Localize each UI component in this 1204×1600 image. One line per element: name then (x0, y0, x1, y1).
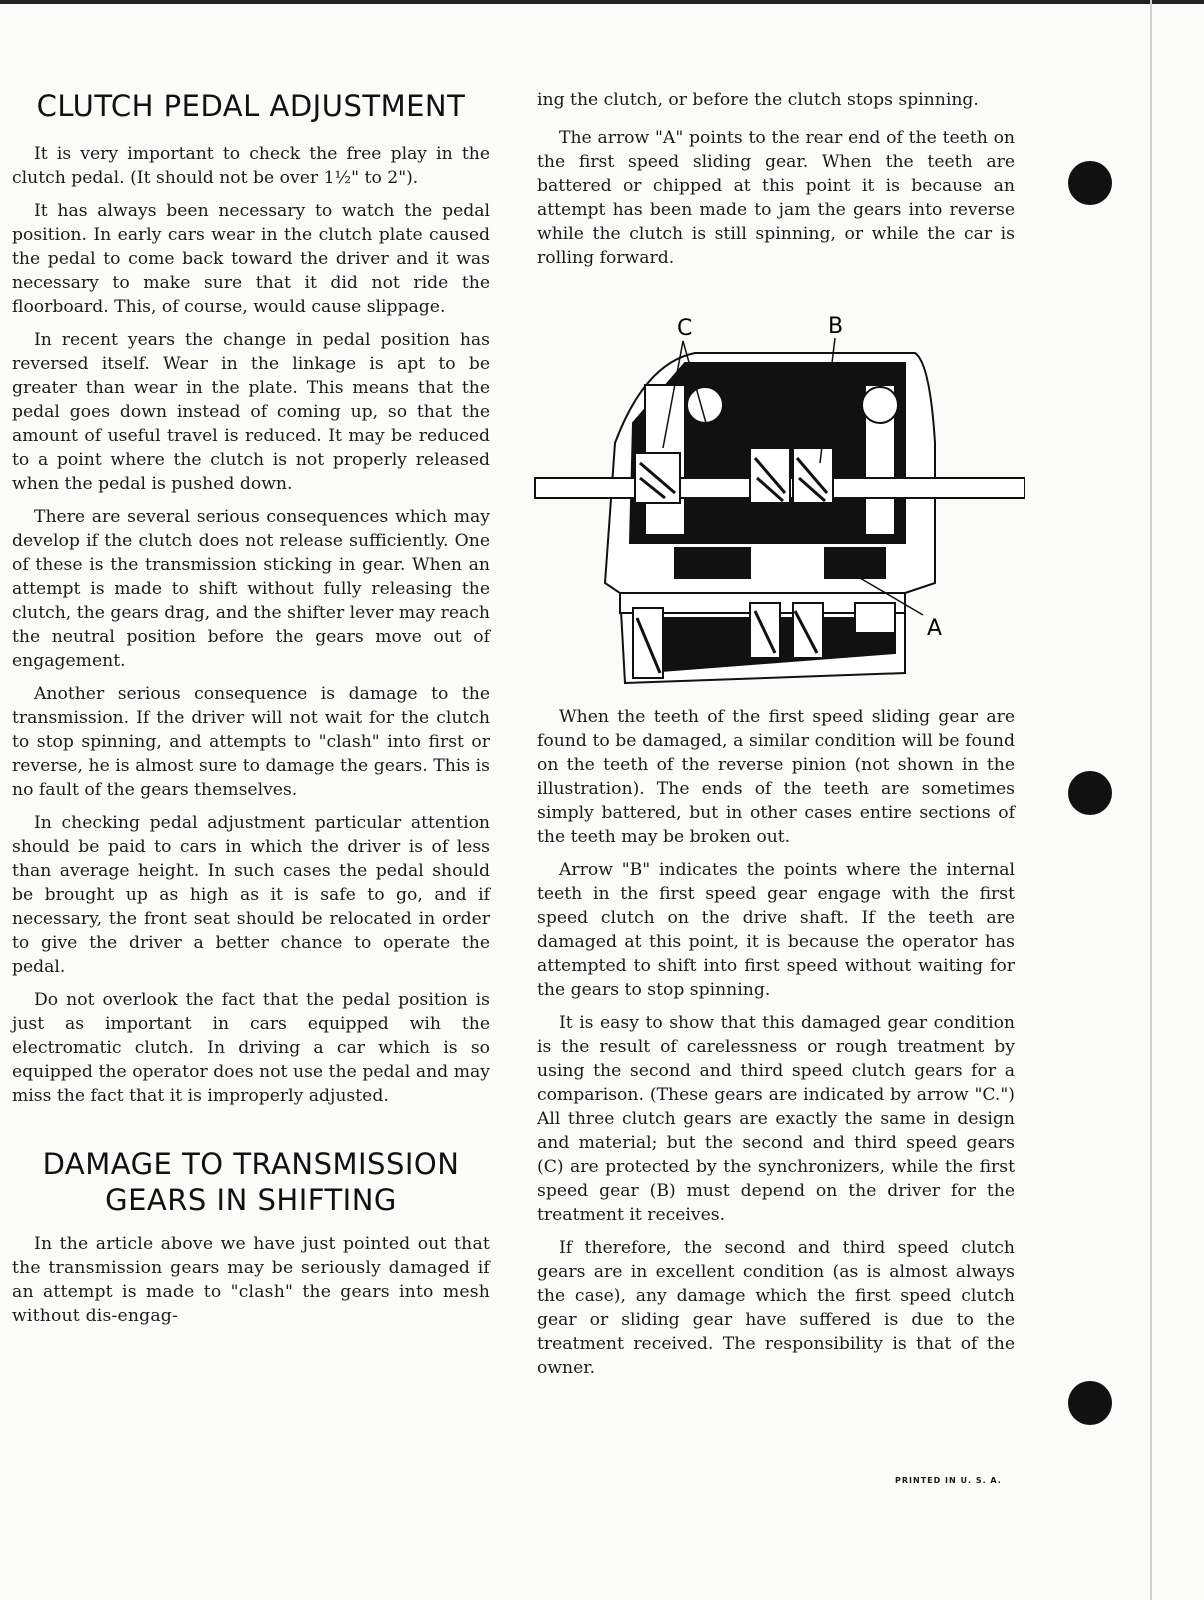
paragraph-continued: ing the clutch, or before the clutch stops spinning. (537, 90, 979, 110)
paragraph: In recent years the change in pedal position has reversed itself. Wear in the linkage is apt to be greater than wear in the plate. This means that the pedal goes down instead of coming up, so that the amount of useful travel is reduced. It may be reduced to a point where the clutch is not properly released when the pedal is pushed down. (12, 330, 490, 494)
paragraph: The arrow "A" points to the rear end of the teeth on the first speed sliding gear. When the teeth are battered or chipped at this point it is because an attempt has been made to jam the gears into reverse while the clutch is still spinning, or while the car is rolling forward. (537, 128, 1015, 268)
section-title-clutch-pedal: CLUTCH PEDAL ADJUSTMENT (36, 89, 466, 123)
scan-right-edge (1150, 0, 1152, 1600)
paragraph: In the article above we have just pointed out that the transmission gears may be seriously damaged if an attempt is made to "clash" the gears into mesh without dis-engag- (12, 1234, 490, 1326)
punch-hole (1068, 161, 1112, 205)
paragraph: When the teeth of the first speed sliding gear are found to be damaged, a similar condition will be found on the teeth of the reverse pinion (not shown in the illustration). The ends of the teeth are sometimes simply battered, but in other cases entire sections of the teeth may be broken out. (537, 707, 1015, 847)
paragraph: Arrow "B" indicates the points where the internal teeth in the first speed gear engage with the first speed clutch on the drive shaft. If the teeth are damaged at this point, it is because the operator has attempted to shift into first speed without waiting for the gears to stop spinning. (537, 860, 1015, 1000)
paragraph: It is very important to check the free play in the clutch pedal. (It should not be over 1½" to 2"). (12, 144, 490, 188)
punch-hole (1068, 771, 1112, 815)
punch-hole (1068, 1381, 1112, 1425)
scan-top-edge (0, 0, 1204, 4)
paragraph: Another serious consequence is damage to the transmission. If the driver will not wait for the clutch to stop spinning, and attempts to "clash" into first or reverse, he is almost sure to damage the gears. This is no fault of the gears themselves. (12, 684, 490, 800)
paragraph: It has always been necessary to watch the pedal position. In early cars wear in the clutch plate caused the pedal to come back toward the driver and it was necessary to make sure that it did not ride the floorboard. This, of course, would cause slippage. (12, 201, 490, 317)
printed-in-footer: PRINTED IN U. S. A. (895, 1476, 1002, 1485)
left-column (12, 88, 490, 1337)
paragraph: If therefore, the second and third speed clutch gears are in excellent condition (as is almost always the case), any damage which the first speed clutch gear or sliding gear have suffered is due to the treatment received. The responsibility is that of the owner. (537, 1238, 1015, 1378)
section-title-damage (12, 1146, 490, 1218)
title-line: GEARS IN SHIFTING (105, 1183, 397, 1217)
title-line: DAMAGE TO TRANSMISSION (42, 1147, 460, 1181)
right-column (537, 88, 1015, 1389)
paragraph: In checking pedal adjustment particular attention should be paid to cars in which the driver is of less than average height. In such cases the pedal should be brought up as high as it is safe to go, and if necessary, the front seat should be relocated in order to give the driver a better chance to operate the pedal. (12, 813, 490, 977)
paragraph: Do not overlook the fact that the pedal position is just as important in cars equipped wih the electromatic clutch. In driving a car which is so equipped the operator does not use the pedal and may miss the fact that it is improperly adjusted. (12, 990, 490, 1106)
figure-label-a: A (927, 616, 943, 641)
paragraph: There are several serious consequences which may develop if the clutch does not release sufficiently. One of these is the transmission sticking in gear. When an attempt is made to shift without fully releasing the clutch, the gears drag, and the shifter lever may reach the neutral position before the gears move out of engagement. (12, 507, 490, 671)
figure-label-b: B (828, 314, 844, 339)
figure-label-c: C (677, 316, 693, 341)
transmission-cutaway-illustration (525, 293, 1025, 693)
paragraph: It is easy to show that this damaged gear condition is the result of carelessness or rough treatment by using the second and third speed clutch gears for a comparison. (These gears are indicated by arrow "C.") All three clutch gears are exactly the same in design and material; but the second and third speed gears (C) are protected by the synchronizers, while the first speed gear (B) must depend on the driver for the treatment it receives. (537, 1013, 1015, 1225)
